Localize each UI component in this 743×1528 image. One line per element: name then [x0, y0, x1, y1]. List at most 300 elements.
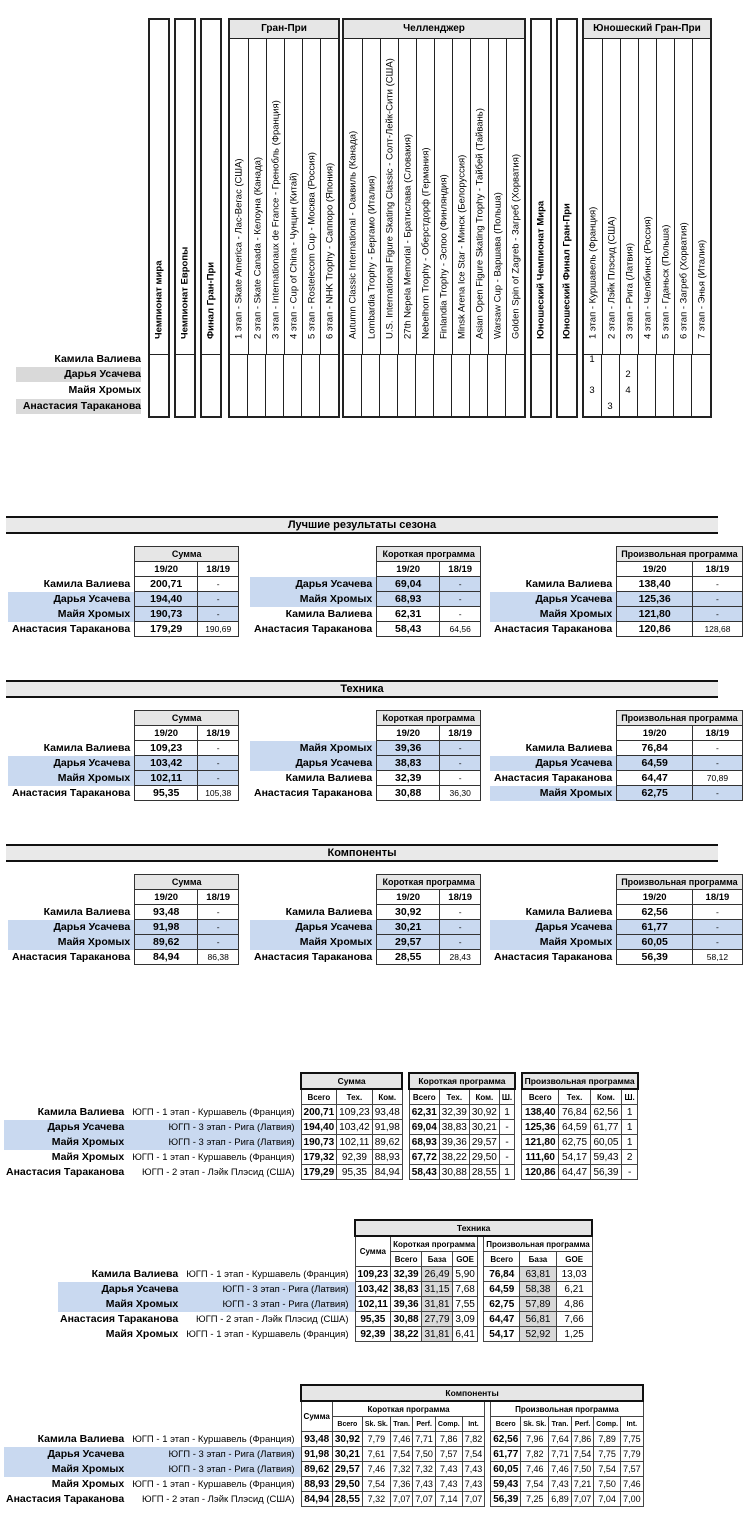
score-cell: - — [499, 1135, 514, 1150]
grid-line — [655, 354, 656, 416]
score-cell: 30,21 — [332, 1447, 362, 1462]
athlete-name: Майя Хромых — [8, 935, 135, 950]
score-current: 95,35 — [135, 786, 198, 801]
athlete-name: Анастасия Тараканова — [12, 787, 131, 799]
score-cell: 7,50 — [594, 1477, 621, 1492]
column-header: Int. — [621, 1417, 644, 1432]
score-current: 64,47 — [617, 771, 693, 786]
score-cell: 7,75 — [621, 1432, 644, 1447]
column-header: Comp. — [594, 1417, 621, 1432]
table-row — [490, 577, 742, 592]
table-row — [8, 905, 239, 920]
score-cell: 7,61 — [362, 1447, 390, 1462]
score-current: 103,42 — [135, 756, 198, 771]
athlete-name: Дарья Усачева — [250, 756, 377, 771]
table-title: Короткая программа — [377, 875, 481, 890]
table-row — [8, 920, 239, 935]
grid-row-divider — [532, 354, 550, 355]
season-header: 18/19 — [440, 890, 481, 905]
event-name: 27th Nepela Memorial - Братислава (Словакия) — [402, 133, 414, 339]
event-group-header: Гран-При — [230, 20, 338, 39]
score-cell: 7,82 — [462, 1432, 485, 1447]
score-cell: 7,96 — [521, 1432, 549, 1447]
score-cell: 62,56 — [590, 1105, 621, 1120]
event-column — [656, 39, 675, 354]
score-cell: 64,59 — [484, 1282, 520, 1297]
athlete-name: Дарья Усачева — [490, 920, 617, 935]
table-row — [4, 1105, 638, 1120]
score-cell: 7,46 — [390, 1432, 413, 1447]
table-row — [490, 741, 742, 756]
group-header: Произвольная программа — [522, 1073, 638, 1089]
table-row — [250, 741, 481, 756]
table-row — [8, 592, 239, 607]
column-header: Всего — [484, 1252, 520, 1267]
season-header: 18/19 — [198, 562, 239, 577]
score-cell: 39,36 — [391, 1297, 422, 1312]
score-cell: - — [622, 1165, 638, 1180]
event-name: Minsk Arena Ice Star - Минск (Белоруссия) — [456, 154, 468, 339]
score-cell: 29,57 — [469, 1135, 499, 1150]
score-current: 125,36 — [617, 592, 693, 607]
score-cell: 30,92 — [332, 1432, 362, 1447]
athlete-name: Камила Валиева — [37, 1106, 125, 1118]
athlete-name: Камила Валиева — [37, 1433, 125, 1445]
event-name: ЮГП - 3 этап - Рига (Латвия) — [184, 1297, 355, 1312]
table-row — [4, 1150, 638, 1165]
table-row — [58, 1297, 592, 1312]
column-header: Всего — [332, 1417, 362, 1432]
score-cell: 7,57 — [621, 1462, 644, 1477]
grid-row-divider — [558, 354, 576, 355]
ranking-table — [490, 874, 743, 965]
score-current: 120,86 — [617, 622, 693, 637]
score-cell: 120,86 — [522, 1165, 559, 1180]
athlete-name: Майя Хромых — [490, 607, 617, 622]
placement-mark: 4 — [625, 385, 631, 396]
score-current: 28,55 — [377, 950, 440, 965]
score-cell: 64,47 — [484, 1312, 520, 1327]
column-header: Comp. — [435, 1417, 462, 1432]
score-cell: 7,86 — [571, 1432, 594, 1447]
score-cell: 76,84 — [484, 1267, 520, 1282]
athlete-name: Камила Валиева — [91, 1268, 179, 1280]
score-cell: 7,43 — [462, 1462, 485, 1477]
score-current: 58,43 — [377, 622, 440, 637]
event-column — [434, 39, 453, 354]
sum-cell: 84,94 — [301, 1492, 332, 1507]
grid-row-divider — [202, 354, 220, 355]
event-column — [488, 39, 507, 354]
table-row — [4, 1135, 638, 1150]
event-group — [228, 18, 340, 418]
score-cell: 29,50 — [332, 1477, 362, 1492]
season-header: 19/20 — [135, 562, 198, 577]
score-previous: 36,30 — [440, 786, 481, 801]
score-current: 102,11 — [135, 771, 198, 786]
score-previous: 86,38 — [198, 950, 239, 965]
score-previous: - — [440, 592, 481, 607]
column-header: Всего — [301, 1089, 337, 1105]
athlete-name: Майя Хромых — [490, 786, 617, 801]
table-row — [250, 577, 481, 592]
event-name: 4 этап - Челябинск (Россия) — [642, 216, 654, 339]
table-row — [490, 920, 742, 935]
athlete-name: Дарья Усачева — [490, 592, 617, 607]
event-name: ЮГП - 3 этап - Рига (Латвия) — [130, 1447, 301, 1462]
sum-header: Сумма — [301, 1401, 332, 1432]
score-current: 30,21 — [377, 920, 440, 935]
table-row — [4, 1165, 638, 1180]
section-title: Лучшие результаты сезона — [6, 516, 718, 534]
score-cell: 194,40 — [301, 1120, 337, 1135]
ranking-table — [490, 710, 743, 801]
score-current: 62,31 — [377, 607, 440, 622]
score-cell: 7,64 — [549, 1432, 572, 1447]
score-previous: - — [440, 756, 481, 771]
score-current: 69,04 — [377, 577, 440, 592]
score-cell: 92,39 — [337, 1150, 373, 1165]
score-cell: 7,07 — [462, 1492, 485, 1507]
event-name: U.S. International Figure Skating Classic - Солт-Лейк-Сити (США) — [384, 58, 396, 339]
ranking-table — [490, 546, 743, 637]
event-group-header: Юношеский Гран-При — [584, 20, 710, 39]
score-current: 138,40 — [617, 577, 693, 592]
season-header: 19/20 — [135, 726, 198, 741]
athlete-name: Майя Хромых — [105, 1328, 179, 1340]
season-header: 19/20 — [377, 562, 440, 577]
column-header: Тех. — [337, 1089, 373, 1105]
score-cell: 38,83 — [391, 1282, 422, 1297]
table-row — [8, 607, 239, 622]
table-row — [4, 1462, 643, 1477]
season-header: 19/20 — [135, 890, 198, 905]
score-cell: 32,39 — [391, 1267, 422, 1282]
event-name: ЮГП - 1 этап - Куршавель (Франция) — [132, 1478, 295, 1490]
column-header: Всего — [409, 1089, 439, 1105]
athlete-name: Дарья Усачева — [16, 367, 141, 382]
score-cell: 7,14 — [435, 1492, 462, 1507]
score-cell: 1 — [622, 1105, 638, 1120]
athlete-name: Дарья Усачева — [8, 756, 135, 771]
score-cell: 95,35 — [337, 1165, 373, 1180]
column-header: Ком. — [372, 1089, 402, 1105]
table-row — [8, 786, 239, 801]
season-header: 19/20 — [617, 890, 693, 905]
season-header: 19/20 — [377, 726, 440, 741]
grid-line — [301, 354, 302, 416]
table-row — [490, 935, 742, 950]
column-header: Тех. — [559, 1089, 590, 1105]
score-cell: 64,59 — [559, 1120, 590, 1135]
score-previous: - — [693, 905, 742, 920]
score-current: 76,84 — [617, 741, 693, 756]
season-header: 19/20 — [617, 562, 693, 577]
score-previous: - — [198, 592, 239, 607]
athlete-name: Камила Валиева — [285, 906, 373, 918]
score-cell: 7,54 — [594, 1462, 621, 1477]
event-name: 1 этап - Skate America - Лас-Вегас (США) — [233, 158, 245, 339]
athlete-name: Анастасия Тараканова — [254, 787, 373, 799]
event-name: ЮГП - 2 этап - Лэйк Плэсид (США) — [141, 1166, 295, 1178]
ranking-table — [8, 546, 239, 637]
score-current: 190,73 — [135, 607, 198, 622]
score-cell: 93,48 — [372, 1105, 402, 1120]
event-name: Юношеский Финал Гран-При — [561, 203, 573, 339]
score-cell: 7,25 — [521, 1492, 549, 1507]
score-previous: 105,38 — [198, 786, 239, 801]
score-cell: 7,57 — [435, 1447, 462, 1462]
table-row — [58, 1267, 592, 1282]
score-cell: 6,21 — [556, 1282, 592, 1297]
event-column — [506, 39, 525, 354]
event-name: ЮГП - 1 этап - Куршавель (Франция) — [132, 1151, 295, 1163]
score-cell: 30,21 — [469, 1120, 499, 1135]
table-title: Короткая программа — [377, 711, 481, 726]
athlete-name: Майя Хромых — [250, 741, 377, 756]
score-cell: 7,54 — [571, 1447, 594, 1462]
athlete-name: Анастасия Тараканова — [12, 951, 131, 963]
score-cell: 121,80 — [522, 1135, 559, 1150]
event-column — [452, 39, 471, 354]
score-cell: 1 — [622, 1135, 638, 1150]
score-cell: 56,39 — [590, 1165, 621, 1180]
table-row — [4, 1447, 643, 1462]
sum-cell: 91,98 — [301, 1447, 332, 1462]
grid-row-divider — [230, 354, 338, 355]
grid-row-divider — [176, 354, 194, 355]
table-row — [250, 950, 481, 965]
athlete-name: Майя Хромых — [4, 1462, 130, 1477]
score-cell: 7,43 — [549, 1477, 572, 1492]
grid-line — [469, 354, 470, 416]
event-group — [556, 18, 578, 418]
event-column — [150, 20, 168, 354]
placement-mark: 1 — [589, 354, 595, 365]
event-name: 7 этап - Энья (Италия) — [696, 239, 708, 339]
table-row — [4, 1432, 643, 1447]
season-header: 18/19 — [440, 562, 481, 577]
score-previous: - — [440, 905, 481, 920]
table-row — [8, 950, 239, 965]
sum-cell: 93,48 — [301, 1432, 332, 1447]
score-cell: 7,21 — [571, 1477, 594, 1492]
event-column — [380, 39, 399, 354]
table-row — [250, 622, 481, 637]
event-column — [284, 39, 303, 354]
score-current: 200,71 — [135, 577, 198, 592]
score-cell: 1 — [622, 1120, 638, 1135]
score-current: 30,88 — [377, 786, 440, 801]
athlete-name: Камила Валиева — [43, 742, 131, 754]
event-name: ЮГП - 3 этап - Рига (Латвия) — [130, 1135, 301, 1150]
score-cell: 63,81 — [520, 1267, 556, 1282]
score-previous: - — [198, 935, 239, 950]
score-cell: 38,83 — [439, 1120, 469, 1135]
table-row — [250, 756, 481, 771]
athlete-name: Камила Валиева — [285, 772, 373, 784]
grid-line — [361, 354, 362, 416]
sum-cell: 109,23 — [355, 1267, 391, 1282]
event-group — [342, 18, 526, 418]
table-title: Сумма — [135, 875, 239, 890]
score-cell: 7,46 — [621, 1477, 644, 1492]
sum-cell: 103,42 — [355, 1282, 391, 1297]
event-column — [638, 39, 657, 354]
score-cell: 67,72 — [409, 1150, 439, 1165]
score-cell: 38,22 — [439, 1150, 469, 1165]
score-cell: 62,31 — [409, 1105, 439, 1120]
table-row — [58, 1327, 592, 1342]
event-name: Юношеский Чемпионат Мира — [535, 200, 547, 339]
placement-mark: 3 — [607, 401, 613, 412]
score-cell: 88,93 — [372, 1150, 402, 1165]
event-name: Finlandia Trophy - Эспоо (Финляндия) — [438, 174, 450, 339]
grid-line — [451, 354, 452, 416]
score-previous: - — [693, 935, 742, 950]
athlete-name: Дарья Усачева — [8, 592, 135, 607]
score-cell: 64,47 — [559, 1165, 590, 1180]
score-cell: 28,55 — [469, 1165, 499, 1180]
event-group — [174, 18, 196, 418]
athlete-name: Майя Хромых — [68, 384, 141, 396]
score-cell: 30,88 — [391, 1312, 422, 1327]
table-title: Произвольная программа — [617, 711, 743, 726]
season-header: 19/20 — [377, 890, 440, 905]
score-cell: 7,75 — [594, 1447, 621, 1462]
score-current: 93,48 — [135, 905, 198, 920]
table-row — [8, 771, 239, 786]
score-cell: 138,40 — [522, 1105, 559, 1120]
score-cell: 61,77 — [491, 1447, 521, 1462]
grid-row-divider — [344, 354, 524, 355]
score-cell: 60,05 — [590, 1135, 621, 1150]
table-row — [250, 771, 481, 786]
athlete-name: Анастасия Тараканова — [16, 399, 141, 414]
table-title: Произвольная программа — [617, 547, 743, 562]
athlete-name: Камила Валиева — [285, 608, 373, 620]
grid-line — [637, 354, 638, 416]
event-column — [674, 39, 693, 354]
event-name: Warsaw Cup - Варшава (Польша) — [492, 192, 504, 339]
event-column — [176, 20, 194, 354]
score-cell: 7,68 — [452, 1282, 477, 1297]
event-name: 6 этап - NHK Trophy - Саппоро (Япония) — [324, 162, 336, 339]
score-current: 68,93 — [377, 592, 440, 607]
score-previous: - — [693, 607, 742, 622]
score-previous: - — [198, 905, 239, 920]
score-cell: 54,17 — [559, 1150, 590, 1165]
event-name: ЮГП - 1 этап - Куршавель (Франция) — [132, 1106, 295, 1118]
score-previous: - — [440, 771, 481, 786]
grid-line — [433, 354, 434, 416]
score-cell: 30,92 — [469, 1105, 499, 1120]
table-title: Сумма — [135, 711, 239, 726]
column-header: Ш. — [499, 1089, 514, 1105]
column-header: Ком. — [469, 1089, 499, 1105]
score-cell: 179,29 — [301, 1165, 337, 1180]
event-group — [148, 18, 170, 418]
score-previous: - — [693, 756, 742, 771]
score-cell: 4,86 — [556, 1297, 592, 1312]
athlete-name: Дарья Усачева — [490, 756, 617, 771]
grid-line — [415, 354, 416, 416]
score-cell: 38,22 — [391, 1327, 422, 1342]
score-cell: 52,92 — [520, 1327, 556, 1342]
score-previous: - — [693, 920, 742, 935]
athlete-name: Майя Хромых — [490, 935, 617, 950]
score-cell: 7,79 — [621, 1447, 644, 1462]
event-column — [558, 20, 576, 354]
column-header: Perf. — [571, 1417, 594, 1432]
sum-header: Сумма — [355, 1236, 391, 1267]
score-cell: 62,56 — [491, 1432, 521, 1447]
score-current: 30,92 — [377, 905, 440, 920]
event-name: Lombardia Trophy - Бергамо (Италия) — [366, 175, 378, 339]
ranking-table — [8, 710, 239, 801]
score-cell: 7,79 — [362, 1432, 390, 1447]
athlete-name: Анастасия Тараканова — [254, 623, 373, 635]
score-cell: 57,89 — [520, 1297, 556, 1312]
table-row — [8, 622, 239, 637]
score-cell: 69,04 — [409, 1120, 439, 1135]
event-column — [620, 39, 639, 354]
event-column — [470, 39, 489, 354]
athlete-name: Дарья Усачева — [250, 920, 377, 935]
score-cell: 32,39 — [439, 1105, 469, 1120]
table-title: Техника — [355, 1220, 592, 1236]
score-cell: 2 — [622, 1150, 638, 1165]
column-header: Всего — [491, 1417, 521, 1432]
table-row — [8, 577, 239, 592]
event-column — [302, 39, 321, 354]
score-cell: 58,43 — [409, 1165, 439, 1180]
event-column — [398, 39, 417, 354]
score-cell: 179,32 — [301, 1150, 337, 1165]
column-header: Sk. Sk. — [362, 1417, 390, 1432]
column-header: Тех. — [439, 1089, 469, 1105]
column-header: База — [422, 1252, 453, 1267]
score-cell: 29,50 — [469, 1150, 499, 1165]
score-cell: - — [499, 1150, 514, 1165]
event-name: Autumn Classic International - Оаквиль (Канада) — [347, 130, 359, 339]
score-previous: 128,68 — [693, 622, 742, 637]
placement-mark: 2 — [625, 369, 631, 380]
score-cell: 102,11 — [337, 1135, 373, 1150]
table-row — [490, 950, 742, 965]
table-row — [490, 786, 742, 801]
grid-line — [265, 354, 266, 416]
athlete-name: Майя Хромых — [250, 935, 377, 950]
table-row — [490, 592, 742, 607]
table-row — [8, 756, 239, 771]
athlete-name: Анастасия Тараканова — [6, 1166, 125, 1178]
score-cell: 58,38 — [520, 1282, 556, 1297]
table-row — [490, 607, 742, 622]
table-title: Короткая программа — [377, 547, 481, 562]
table-row — [4, 1120, 638, 1135]
athlete-name: Майя Хромых — [58, 1297, 184, 1312]
column-header: Tran. — [549, 1417, 572, 1432]
event-name: 2 этап - Skate Canada - Келоуна (Канада) — [252, 156, 264, 339]
season-header: 18/19 — [198, 726, 239, 741]
score-current: 64,59 — [617, 756, 693, 771]
score-cell: 6,89 — [549, 1492, 572, 1507]
score-cell: 7,46 — [521, 1462, 549, 1477]
score-cell: 7,04 — [594, 1492, 621, 1507]
event-group-header: Челленджер — [344, 20, 524, 39]
score-cell: 7,32 — [390, 1462, 413, 1477]
